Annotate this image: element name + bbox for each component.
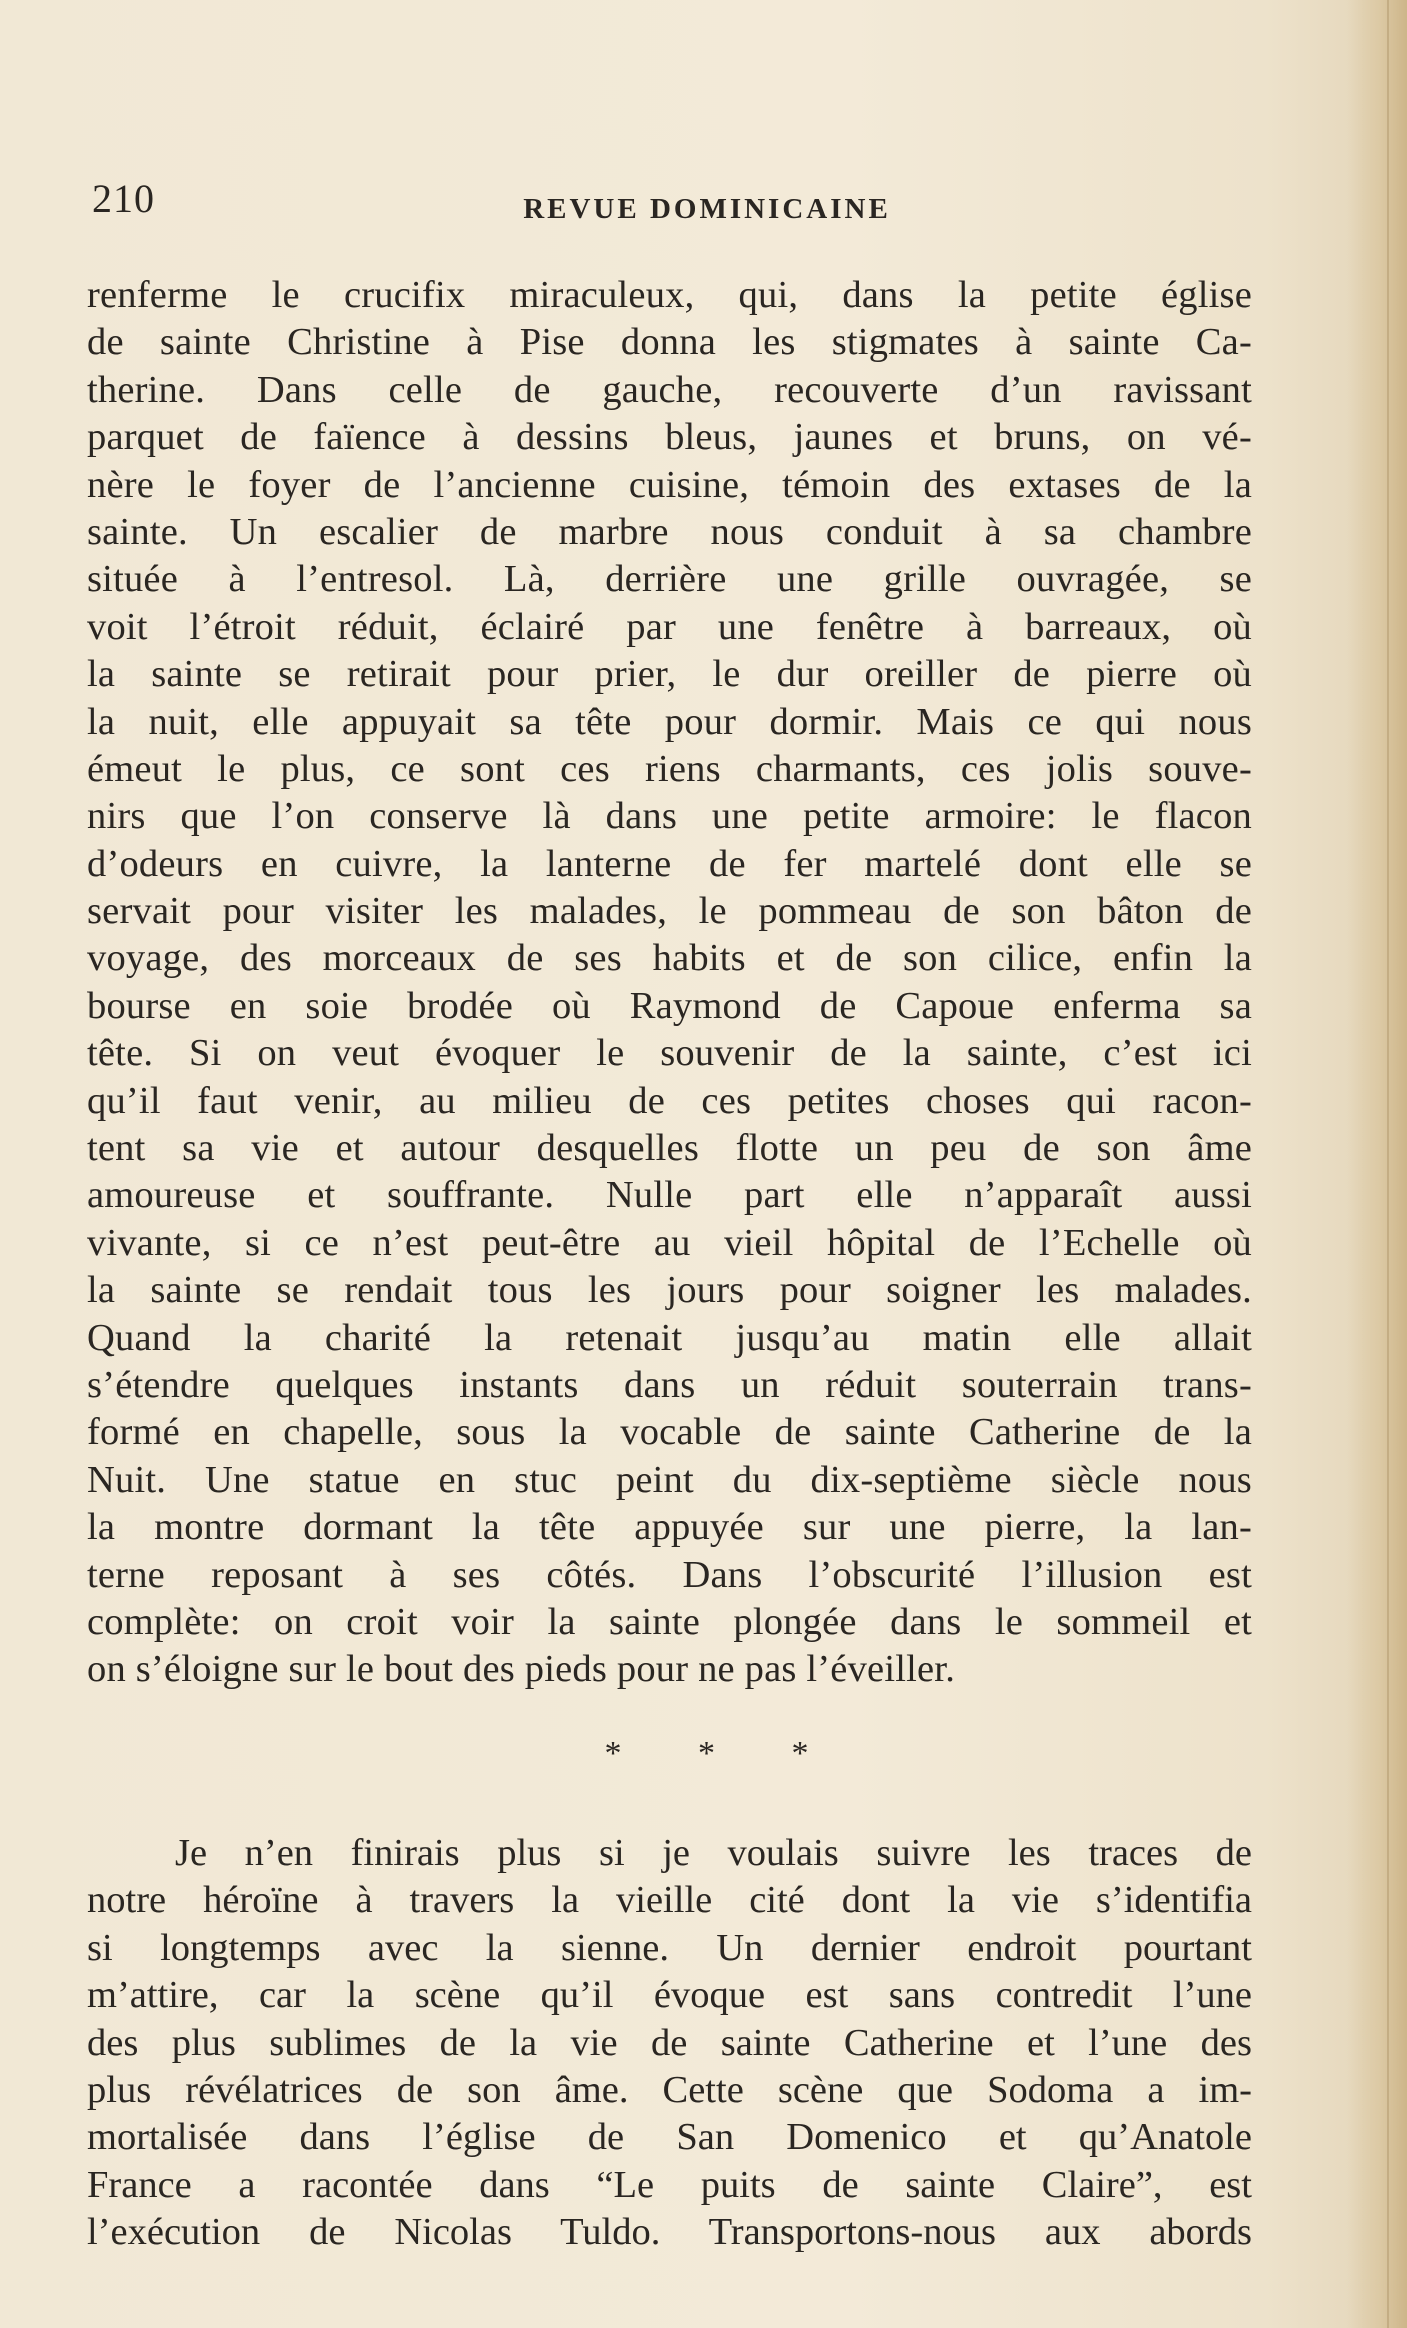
text-line: formé en chapelle, sous la vocable de sainte Catherine de la [87, 1411, 1252, 1454]
text-line: Je n’en finirais plus si je voulais suivre les traces de [175, 1832, 1252, 1874]
paragraph-2 [87, 1830, 1252, 2257]
text-line: Quand la charité la retenait jusqu’au matin elle allait [87, 1316, 1252, 1359]
text-line: m’attire, car la scène qu’il évoque est sans contredit l’une [87, 1974, 1252, 2017]
text-line: nère le foyer de l’ancienne cuisine, témoin des extases de la [87, 463, 1252, 506]
text-line: si longtemps avec la sienne. Un dernier endroit pourtant [87, 1926, 1252, 1969]
text-line: sainte. Un escalier de marbre nous conduit à sa chambre [87, 510, 1252, 553]
text-line: nirs que l’on conserve là dans une petite armoire: le flacon [87, 795, 1252, 838]
text-line: la nuit, elle appuyait sa tête pour dormir. Mais ce qui nous [87, 700, 1252, 743]
text-line: d’odeurs en cuivre, la lanterne de fer martelé dont elle se [87, 842, 1252, 885]
section-separator: * * * [604, 1735, 843, 1772]
text-line: émeut le plus, ce sont ces riens charmants, ces jolis souve- [87, 747, 1252, 790]
text-line: l’exécution de Nicolas Tuldo. Transportons-nous aux abords [87, 2211, 1252, 2254]
text-line: voyage, des morceaux de ses habits et de son cilice, enfin la [87, 937, 1252, 980]
text-line: on s’éloigne sur le bout des pieds pour ne pas l’éveiller. [87, 1648, 956, 1691]
text-line: vivante, si ce n’est peut-être au vieil hôpital de l’Echelle où [87, 1221, 1252, 1264]
text-line: des plus sublimes de la vie de sainte Catherine et l’une des [87, 2021, 1252, 2064]
paragraph-1 [87, 272, 1252, 1694]
text-line: qu’il faut venir, au milieu de ces petites choses qui racon- [87, 1079, 1252, 1122]
text-line: de sainte Christine à Pise donna les stigmates à sainte Ca- [87, 321, 1252, 364]
page-edge [1347, 0, 1407, 2328]
text-line: mortalisée dans l’église de San Domenico et qu’Anatole [87, 2116, 1252, 2159]
text-line: la sainte se rendait tous les jours pour soigner les malades. [87, 1269, 1252, 1312]
page-header [92, 175, 1262, 235]
text-line: complète: on croit voir la sainte plongée dans le sommeil et [87, 1600, 1252, 1643]
text-line: servait pour visiter les malades, le pommeau de son bâton de [87, 890, 1252, 933]
text-line: amoureuse et souffrante. Nulle part elle n’apparaît aussi [87, 1174, 1252, 1217]
text-line: la montre dormant la tête appuyée sur une pierre, la lan- [87, 1506, 1252, 1549]
text-line: Nuit. Une statue en stuc peint du dix-septième siècle nous [87, 1458, 1252, 1501]
text-line: terne reposant à ses côtés. Dans l’obscurité l’illusion est [87, 1553, 1252, 1596]
text-line: voit l’étroit réduit, éclairé par une fenêtre à barreaux, où [87, 605, 1252, 648]
text-line: bourse en soie brodée où Raymond de Capoue enferma sa [87, 984, 1252, 1027]
text-line: therine. Dans celle de gauche, recouverte d’un ravissant [87, 368, 1252, 411]
text-line: tête. Si on veut évoquer le souvenir de la sainte, c’est ici [87, 1032, 1252, 1075]
text-line: parquet de faïence à dessins bleus, jaunes et bruns, on vé- [87, 416, 1252, 459]
text-line: plus révélatrices de son âme. Cette scène que Sodoma a im- [87, 2068, 1252, 2111]
text-line: notre héroïne à travers la vieille cité dont la vie s’identifia [87, 1879, 1252, 1922]
running-title: REVUE DOMINICAINE [523, 193, 891, 225]
text-line: tent sa vie et autour desquelles flotte un peu de son âme [87, 1127, 1252, 1170]
text-line: située à l’entresol. Là, derrière une grille ouvragée, se [87, 558, 1252, 601]
page-number: 210 [92, 176, 155, 221]
text-line: France a racontée dans “Le puits de sainte Claire”, est [87, 2163, 1252, 2206]
text-line: la sainte se retirait pour prier, le dur oreiller de pierre où [87, 653, 1252, 696]
text-line: renferme le crucifix miraculeux, qui, dans la petite église [87, 274, 1252, 316]
text-line: s’étendre quelques instants dans un réduit souterrain trans- [87, 1363, 1252, 1406]
